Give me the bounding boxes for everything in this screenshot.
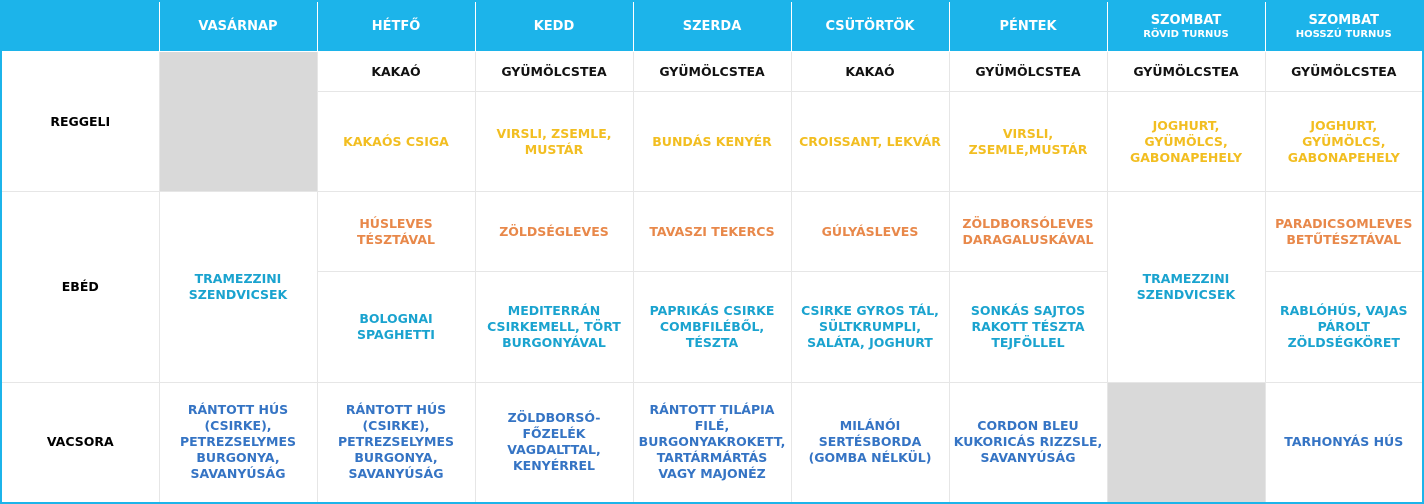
text-line: GYÜMÖLCS, bbox=[1302, 133, 1386, 149]
text-line: PARADICSOMLEVES bbox=[1275, 215, 1413, 231]
breakfast-drink-monday: KAKAÓ bbox=[317, 52, 475, 92]
header-corner bbox=[1, 1, 159, 52]
text-line: BURGONYÁVAL bbox=[502, 335, 606, 350]
text-line: (GOMBA NÉLKÜL) bbox=[808, 450, 932, 466]
breakfast-food-friday bbox=[949, 92, 1107, 192]
breakfast-food-tuesday bbox=[475, 92, 633, 192]
text-line: SERTÉSBORDA bbox=[818, 434, 922, 450]
dinner-tuesday bbox=[475, 383, 633, 503]
lunch-soup-row bbox=[1, 192, 1423, 272]
lunch-soup-wednesday: TAVASZI TEKERCS bbox=[633, 192, 791, 272]
breakfast-food-saturday-long bbox=[1265, 92, 1423, 192]
lunch-main-saturday-long bbox=[1265, 272, 1423, 383]
text-line: CORDON BLEU bbox=[977, 418, 1079, 434]
empty-cell-sunday-breakfast bbox=[159, 52, 317, 192]
dinner-thursday bbox=[791, 383, 949, 503]
text-line: HÚSLEVES bbox=[359, 215, 433, 231]
text-line: FŐZELÉK bbox=[522, 426, 586, 442]
text-line: (CSIRKE), bbox=[204, 418, 272, 434]
text-line: SÜLTKRUMPLI, bbox=[818, 319, 921, 334]
meal-label-breakfast: REGGELI bbox=[1, 52, 159, 192]
text-line: MEDITERRÁN bbox=[507, 303, 601, 318]
header-friday: PÉNTEK bbox=[949, 1, 1107, 52]
text-line: KENYÉRREL bbox=[512, 458, 596, 474]
breakfast-drink-saturday-long: GYÜMÖLCSTEA bbox=[1265, 52, 1423, 92]
empty-cell-saturday-short-dinner bbox=[1107, 383, 1265, 503]
text-line: TEJFÖLLEL bbox=[991, 335, 1065, 350]
lunch-soup-tuesday: ZÖLDSÉGLEVES bbox=[475, 192, 633, 272]
breakfast-drink-saturday-short: GYÜMÖLCSTEA bbox=[1107, 52, 1265, 92]
text-line: BURGONYA, bbox=[196, 450, 280, 466]
text-line: JOGHURT, bbox=[1152, 117, 1220, 133]
lunch-soup-friday bbox=[949, 192, 1107, 272]
lunch-main-friday bbox=[949, 272, 1107, 383]
text-line: VIRSLI, ZSEMLE, bbox=[496, 125, 612, 141]
lunch-main-monday bbox=[317, 272, 475, 383]
lunch-soup-monday bbox=[317, 192, 475, 272]
header-saturday-long-day: SZOMBAT bbox=[1308, 12, 1380, 28]
header-tuesday: KEDD bbox=[475, 1, 633, 52]
text-line: ZÖLDBORSÓ- bbox=[507, 410, 601, 426]
breakfast-drink-tuesday: GYÜMÖLCSTEA bbox=[475, 52, 633, 92]
lunch-main-tuesday bbox=[475, 272, 633, 383]
text-line: BETŰTÉSZTÁVAL bbox=[1286, 231, 1402, 247]
header-saturday-short bbox=[1107, 1, 1265, 52]
text-line: KUKORICÁS RIZZSLE, bbox=[953, 434, 1103, 450]
header-sunday: VASÁRNAP bbox=[159, 1, 317, 52]
dinner-wednesday bbox=[633, 383, 791, 503]
text-line: ZSEMLE,MUSTÁR bbox=[968, 141, 1088, 157]
text-line: DARAGALUSKÁVAL bbox=[962, 231, 1094, 247]
breakfast-drink-row bbox=[1, 52, 1423, 92]
header-saturday-long-sub: HOSSZÚ TURNUS bbox=[1295, 28, 1392, 40]
text-line: RAKOTT TÉSZTA bbox=[971, 319, 1085, 334]
breakfast-food-monday: KAKAÓS CSIGA bbox=[317, 92, 475, 192]
text-line: ZÖLDSÉGKÖRET bbox=[1287, 335, 1400, 350]
text-line: RABLÓHÚS, VAJAS bbox=[1279, 303, 1408, 318]
text-line: JOGHURT, bbox=[1310, 117, 1378, 133]
lunch-soup-thursday: GÚLYÁSLEVES bbox=[791, 192, 949, 272]
text-line: RÁNTOTT TILÁPIA bbox=[649, 402, 775, 418]
text-line: TRAMEZZINI bbox=[1142, 271, 1230, 286]
lunch-soup-saturday-long bbox=[1265, 192, 1423, 272]
header-saturday-short-day: SZOMBAT bbox=[1150, 12, 1222, 28]
header-thursday: CSÜTÖRTÖK bbox=[791, 1, 949, 52]
breakfast-drink-friday: GYÜMÖLCSTEA bbox=[949, 52, 1107, 92]
text-line: MILÁNÓI bbox=[839, 418, 901, 434]
text-line: SZENDVICSEK bbox=[1136, 287, 1236, 302]
header-row bbox=[1, 1, 1423, 52]
text-line: GABONAPEHELY bbox=[1287, 149, 1400, 165]
text-line: PETREZSELYMES bbox=[179, 434, 297, 450]
text-line: ZÖLDBORSÓLEVES bbox=[962, 215, 1094, 231]
text-line: SPAGHETTI bbox=[357, 327, 435, 342]
text-line: SAVANYÚSÁG bbox=[348, 466, 444, 482]
dinner-sunday bbox=[159, 383, 317, 503]
header-saturday-long bbox=[1265, 1, 1423, 52]
text-line: BURGONYA, bbox=[354, 450, 438, 466]
dinner-monday bbox=[317, 383, 475, 503]
text-line: RÁNTOTT HÚS bbox=[187, 402, 289, 418]
lunch-saturday-short bbox=[1107, 192, 1265, 383]
text-line: SAVANYÚSÁG bbox=[190, 466, 286, 482]
text-line: TÉSZTA bbox=[685, 335, 739, 350]
text-line: SALÁTA, JOGHURT bbox=[807, 335, 933, 350]
text-line: GABONAPEHELY bbox=[1130, 149, 1242, 165]
text-line: BURGONYAKROKETT, bbox=[638, 434, 786, 450]
text-line: SZENDVICSEK bbox=[188, 287, 288, 302]
meal-label-lunch: EBÉD bbox=[1, 192, 159, 383]
text-line: SONKÁS SAJTOS bbox=[970, 303, 1086, 318]
text-line: CSIRKE GYROS TÁL, bbox=[801, 303, 939, 318]
breakfast-food-saturday-short bbox=[1107, 92, 1265, 192]
text-line: PÁROLT bbox=[1317, 319, 1370, 334]
lunch-sunday bbox=[159, 192, 317, 383]
text-line: TÉSZTÁVAL bbox=[357, 231, 435, 247]
text-line: TRAMEZZINI bbox=[194, 271, 282, 286]
dinner-saturday-long: TARHONYÁS HÚS bbox=[1265, 383, 1423, 503]
text-line: VAGY MAJONÉZ bbox=[658, 466, 766, 482]
breakfast-food-thursday: CROISSANT, LEKVÁR bbox=[791, 92, 949, 192]
text-line: BOLOGNAI bbox=[359, 311, 433, 326]
meal-label-dinner: VACSORA bbox=[1, 383, 159, 503]
text-line: VAGDALTTAL, bbox=[507, 442, 601, 458]
text-line: COMBFILÉBŐL, bbox=[659, 319, 765, 334]
header-saturday-short-sub: RÖVID TURNUS bbox=[1143, 28, 1229, 40]
dinner-friday bbox=[949, 383, 1107, 503]
breakfast-drink-wednesday: GYÜMÖLCSTEA bbox=[633, 52, 791, 92]
breakfast-drink-thursday: KAKAÓ bbox=[791, 52, 949, 92]
text-line: VIRSLI, bbox=[1002, 125, 1054, 141]
text-line: SAVANYÚSÁG bbox=[980, 450, 1076, 466]
text-line: (CSIRKE), bbox=[362, 418, 430, 434]
header-wednesday: SZERDA bbox=[633, 1, 791, 52]
breakfast-food-wednesday: BUNDÁS KENYÉR bbox=[633, 92, 791, 192]
text-line: PAPRIKÁS CSIRKE bbox=[649, 303, 775, 318]
text-line: PETREZSELYMES bbox=[337, 434, 455, 450]
text-line: FILÉ, bbox=[694, 418, 730, 434]
text-line: TARTÁRMÁRTÁS bbox=[656, 450, 768, 466]
text-line: GYÜMÖLCS, bbox=[1144, 133, 1228, 149]
dinner-row bbox=[1, 383, 1423, 503]
lunch-main-thursday bbox=[791, 272, 949, 383]
text-line: CSIRKEMELL, TÖRT bbox=[487, 319, 621, 334]
text-line: RÁNTOTT HÚS bbox=[345, 402, 447, 418]
header-monday: HÉTFŐ bbox=[317, 1, 475, 52]
lunch-main-wednesday bbox=[633, 272, 791, 383]
text-line: MUSTÁR bbox=[524, 141, 584, 157]
